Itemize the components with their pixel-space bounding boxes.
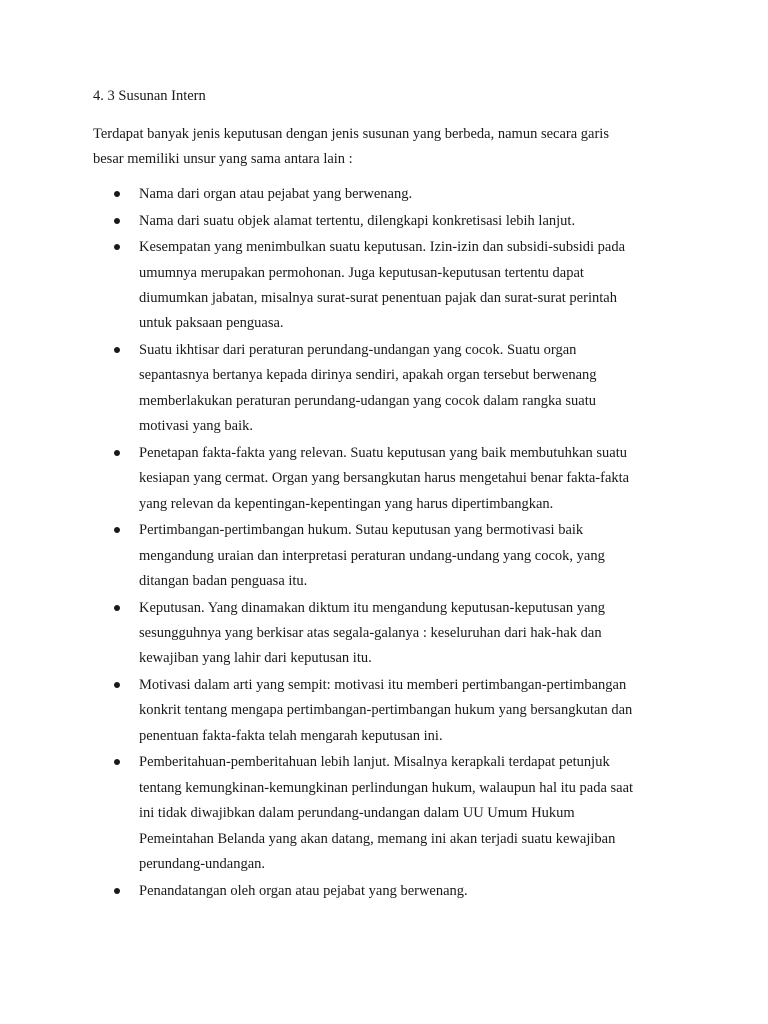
list-item-line: kesiapan yang cermat. Organ yang bersangkutan harus mengetahui benar fakta-fakta — [139, 470, 630, 487]
intro-paragraph — [93, 122, 683, 173]
list-item-line: kewajiban yang lahir dari keputusan itu. — [139, 650, 372, 667]
list-item-line: diumumkan jabatan, misalnya surat-surat penentuan pajak dan surat-surat perintah — [139, 290, 617, 306]
list-item-line: Pertimbangan-pertimbangan hukum. Sutau keputusan yang bermotivasi baik — [139, 522, 584, 539]
list-item-text — [139, 209, 575, 234]
list-item-line: penentuan fakta-fakta telah mengarah keputusan ini. — [139, 727, 443, 744]
list-item-line: Pemeintahan Belanda yang akan datang, memang ini akan terjadi suatu kewajiban — [139, 830, 616, 847]
list-item-text — [139, 182, 412, 207]
list-item-line: perundang-undangan. — [139, 856, 266, 873]
list-item-line: tentang kemungkinan-kemungkinan perlindungan hukum, walaupun hal itu pada saat — [139, 779, 634, 796]
list-item-line: sesungguhnya yang berkisar atas segala-galanya : keseluruhan dari hak-hak dan — [139, 625, 602, 641]
section-heading: 4. 3 Susunan Intern — [93, 88, 206, 104]
list-item-line: Nama dari organ atau pejabat yang berwenang. — [139, 186, 413, 202]
intro-line: Terdapat banyak jenis keputusan dengan jenis susunan yang berbeda, namun secara garis — [93, 126, 609, 142]
list-item-text — [139, 235, 625, 337]
list-item-line: ini tidak diwajibkan dalam perundang-undangan dalam UU Umum Hukum — [139, 805, 575, 822]
list-item-line: Penetapan fakta-fakta yang relevan. Suatu keputusan yang baik membutuhkan suatu — [139, 444, 628, 461]
list-item-text — [139, 596, 605, 672]
bullet-dot-icon — [114, 450, 120, 456]
list-item-text — [139, 879, 468, 904]
list-item-line: Keputusan. Yang dinamakan diktum itu mengandung keputusan-keputusan yang — [139, 599, 605, 616]
bullet-dot-icon — [114, 347, 120, 353]
bullet-dot-icon — [114, 218, 120, 224]
list-item-text — [139, 338, 597, 440]
list-item-line: umumnya merupakan permohonan. Juga keputusan-keputusan tertentu dapat — [139, 264, 584, 281]
bullet-dot-icon — [114, 605, 120, 611]
list-item-line: ditangan badan penguasa itu. — [139, 573, 308, 589]
bullet-dot-icon — [114, 888, 120, 894]
list-item-line: Penandatangan oleh organ atau pejabat yang berwenang. — [139, 882, 468, 899]
bullet-dot-icon — [114, 682, 120, 688]
bullet-dot-icon — [114, 759, 120, 765]
list-item-text — [139, 518, 605, 594]
list-item-text — [139, 441, 629, 517]
list-item-line: memberlakukan peraturan perundang-udangan yang cocok dalam rangka suatu — [139, 392, 596, 409]
list-item-line: Motivasi dalam arti yang sempit: motivasi itu memberi pertimbangan-pertimbangan — [139, 677, 627, 693]
bullet-dot-icon — [114, 191, 120, 197]
bullet-dot-icon — [114, 527, 120, 533]
list-item-line: Nama dari suatu objek alamat tertentu, dilengkapi konkretisasi lebih lanjut. — [139, 212, 576, 229]
list-item-line: motivasi yang baik. — [139, 418, 253, 435]
intro-line: besar memiliki unsur yang sama antara lain : — [93, 151, 353, 168]
list-item-line: untuk paksaan penguasa. — [139, 315, 284, 332]
list-item-line: Kesempatan yang menimbulkan suatu keputusan. Izin-izin dan subsidi-subsidi pada — [139, 239, 626, 256]
list-item-text — [139, 750, 633, 877]
list-item-line: Suatu ikhtisar dari peraturan perundang-undangan yang cocok. Suatu organ — [139, 342, 577, 358]
list-item-line: mengandung uraian dan interpretasi peraturan undang-undang yang cocok, yang — [139, 547, 605, 564]
list-item-text — [139, 673, 632, 749]
list-item-line: yang relevan da kepentingan-kepentingan yang harus dipertimbangkan. — [139, 495, 554, 512]
list-item-line: konkrit tentang mengapa pertimbangan-pertimbangan hukum yang bersangkutan dan — [139, 702, 633, 719]
list-item-line: sepantasnya bertanya kepada dirinya sendiri, apakah organ tersebut berwenang — [139, 367, 597, 384]
list-item-line: Pemberitahuan-pemberitahuan lebih lanjut. Misalnya kerapkali terdapat petunjuk — [139, 754, 610, 771]
bullet-dot-icon — [114, 244, 120, 250]
